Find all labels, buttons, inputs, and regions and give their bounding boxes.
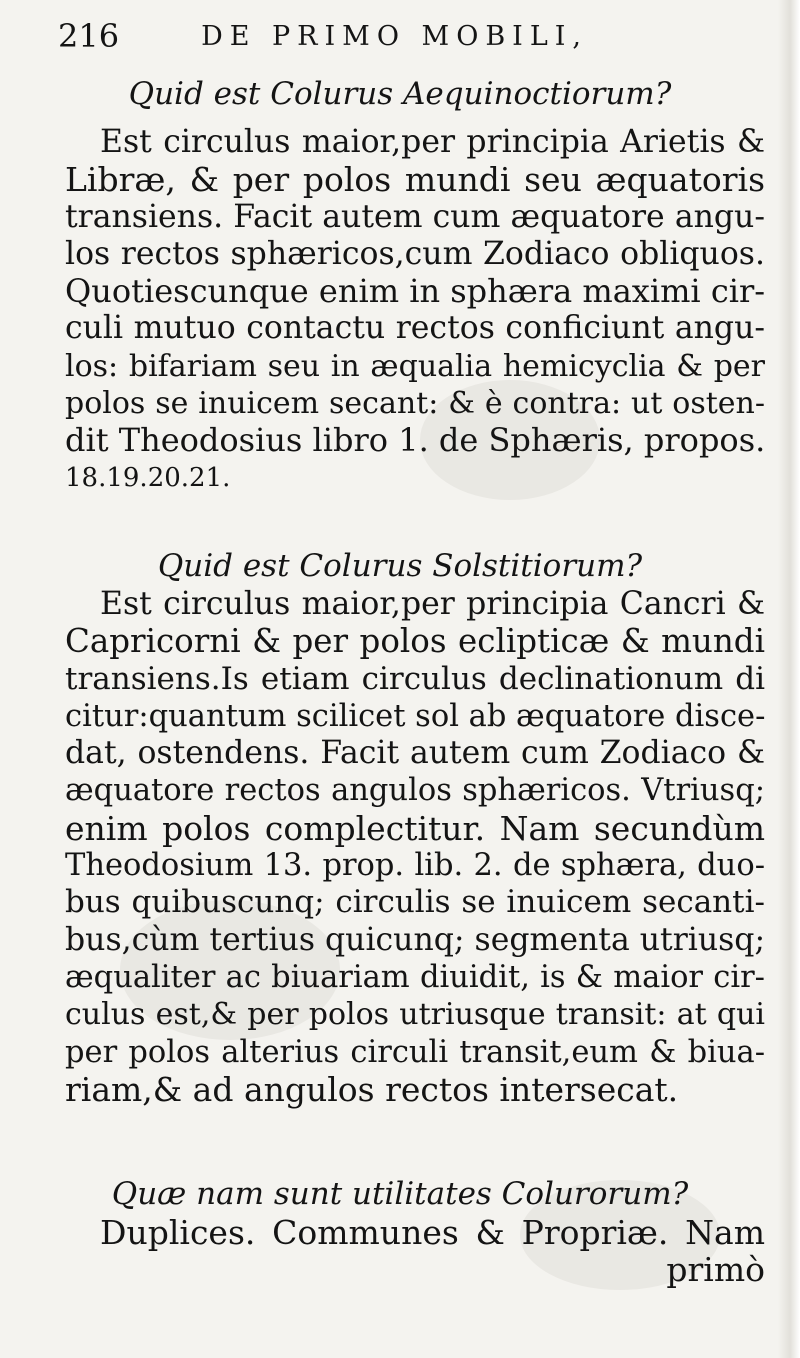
text-line: Duplices. Communes & Propriæ. Nam	[100, 1213, 765, 1252]
text-line: transiens. Facit autem cum æquatore angu-	[65, 198, 765, 235]
section-question: Quid est Colurus Aequinoctiorum?	[128, 76, 672, 112]
text-line: riam,& ad angulos rectos intersecat.	[65, 1069, 679, 1109]
text-line: æqualiter ac biuariam diuidit, is & maior cir-	[65, 959, 765, 995]
text-line: 18.19.20.21.	[65, 462, 231, 493]
section-question: Quid est Colurus Solstitiorum?	[157, 548, 643, 584]
page-edge-shadow	[778, 0, 800, 1358]
text-line: æquatore rectos angulos sphæricos. Vtriusq;	[65, 773, 765, 809]
text-line: los: bifariam seu in æqualia hemicyclia & per	[65, 348, 765, 384]
text-line: Est circulus maior,per principia Cancri &	[100, 586, 765, 622]
text-line: los rectos sphæricos,cum Zodiaco obliquos.	[65, 235, 765, 272]
text-line: dit Theodosius libro 1. de Sphæris, propos.	[65, 421, 766, 460]
text-line: Capricorni & per polos eclipticæ & mundi	[65, 622, 765, 661]
section-body	[65, 124, 765, 497]
catchword: primò	[666, 1250, 765, 1290]
running-head: DE PRIMO MOBILI,	[201, 20, 589, 52]
text-line: Theodosium 13. prop. lib. 2. de sphæra, duo-	[65, 848, 765, 884]
text-line: bus,cùm tertius quicunq; segmenta utriusq;	[65, 921, 766, 958]
section-body	[65, 1214, 765, 1289]
text-line: citur:quantum scilicet sol ab æquatore disce-	[65, 698, 766, 734]
text-line: culi mutuo contactu rectos conficiunt angu-	[65, 310, 765, 347]
text-line: bus quibuscunq; circulis se inuicem secanti-	[65, 884, 765, 921]
section-body	[65, 586, 765, 1108]
text-line: Quotiescunque enim in sphæra maximi cir-	[65, 272, 766, 311]
text-line: polos se inuicem secant: & è contra: ut osten-	[65, 386, 765, 422]
text-line: enim polos complectitur. Nam secundùm	[65, 808, 765, 848]
text-line: per polos alterius circuli transit,eum & biua-	[65, 1034, 765, 1070]
text-line: transiens.Is etiam circulus declinationum di	[65, 660, 765, 697]
page-number: 216	[58, 17, 120, 55]
section-question: Quæ nam sunt utilitates Colurorum?	[111, 1176, 689, 1212]
text-line: Libræ, & per polos mundi seu æquatoris	[65, 160, 765, 200]
text-line: culus est,& per polos utriusque transit: at qui	[65, 997, 765, 1033]
page-header	[58, 16, 758, 56]
text-line: Est circulus maior,per principia Arietis &	[100, 124, 765, 160]
text-line: dat, ostendens. Facit autem cum Zodiaco &	[65, 735, 765, 772]
